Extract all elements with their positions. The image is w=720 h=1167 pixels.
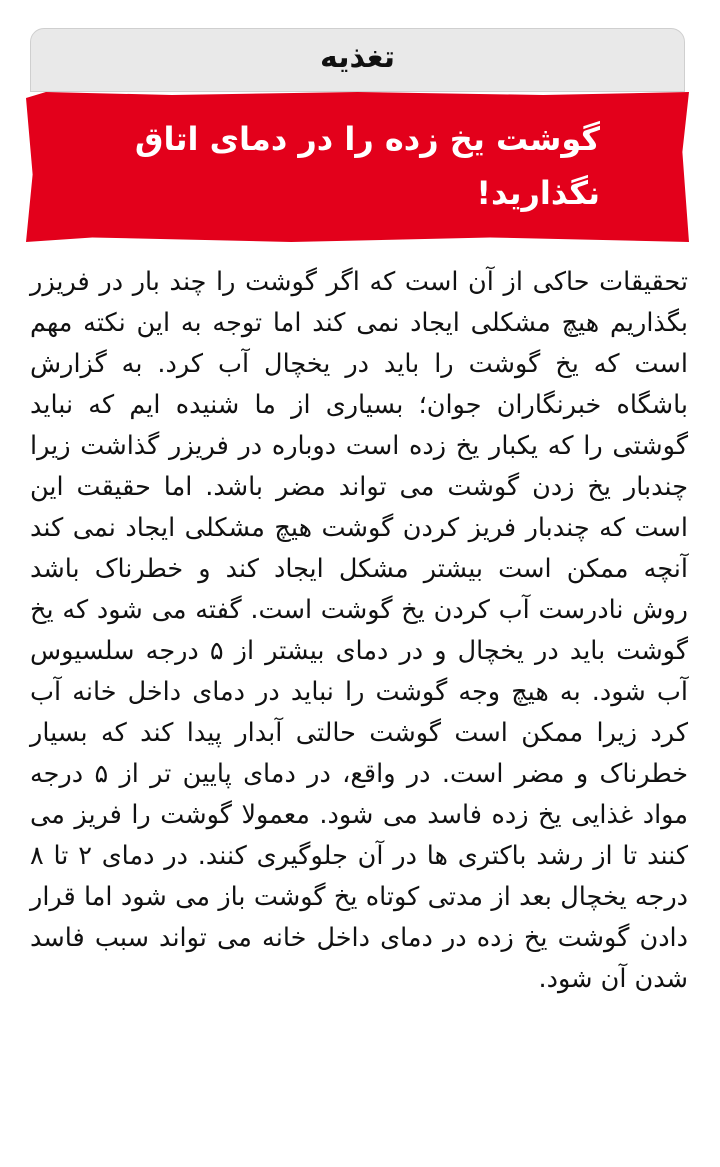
article-body: تحقیقات حاکی از آن است که اگر گوشت را چند بار در فریزر بگذاریم هیچ مشکلی ایجاد نمی کند اما توجه به این نکته مهم است که یخ گوشت را باید در یخچال آب کرد. به گزارش باشگاه خبرنگاران جوان؛ بسیاری از ما شنیده ایم که نباید گوشتی را که یکبار یخ زده است دوباره در فریزر گذاشت زیرا چندبار یخ زدن گوشت می تواند مضر باشد. اما حقیقت این است که چندبار فریز کردن گوشت هیچ مشکلی ایجاد نمی کند آنچه ممکن است بیشتر مشکل ایجاد کند و خطرناک باشد روش نادرست آب کردن یخ گوشت است. گفته می شود که یخ گوشت باید در یخچال و در دمای بیشتر از ۵ درجه سلسیوس آب شود. به هیچ وجه گوشت را نباید در دمای داخل خانه آب کرد زیرا ممکن است گوشت حالتی آبدار پیدا کند که بسیار خطرناک و مضر است. در واقع، در دمای پایین تر از ۵ درجه مواد غذایی یخ زده فاسد می شود. معمولا گوشت را فریز می کنند تا از رشد باکتری ها در آن جلوگیری کنند. در دمای ۲ تا ۸ درجه یخچال بعد از مدتی کوتاه یخ گوشت باز می شود اما قرار دادن گوشت یخ زده در دمای داخل خانه می تواند سبب فاسد شدن آن شود. — [30, 267, 689, 994]
headline: گوشت یخ زده را در دمای اتاق نگذارید! — [134, 120, 600, 212]
section-label: تغذیه — [320, 40, 395, 75]
